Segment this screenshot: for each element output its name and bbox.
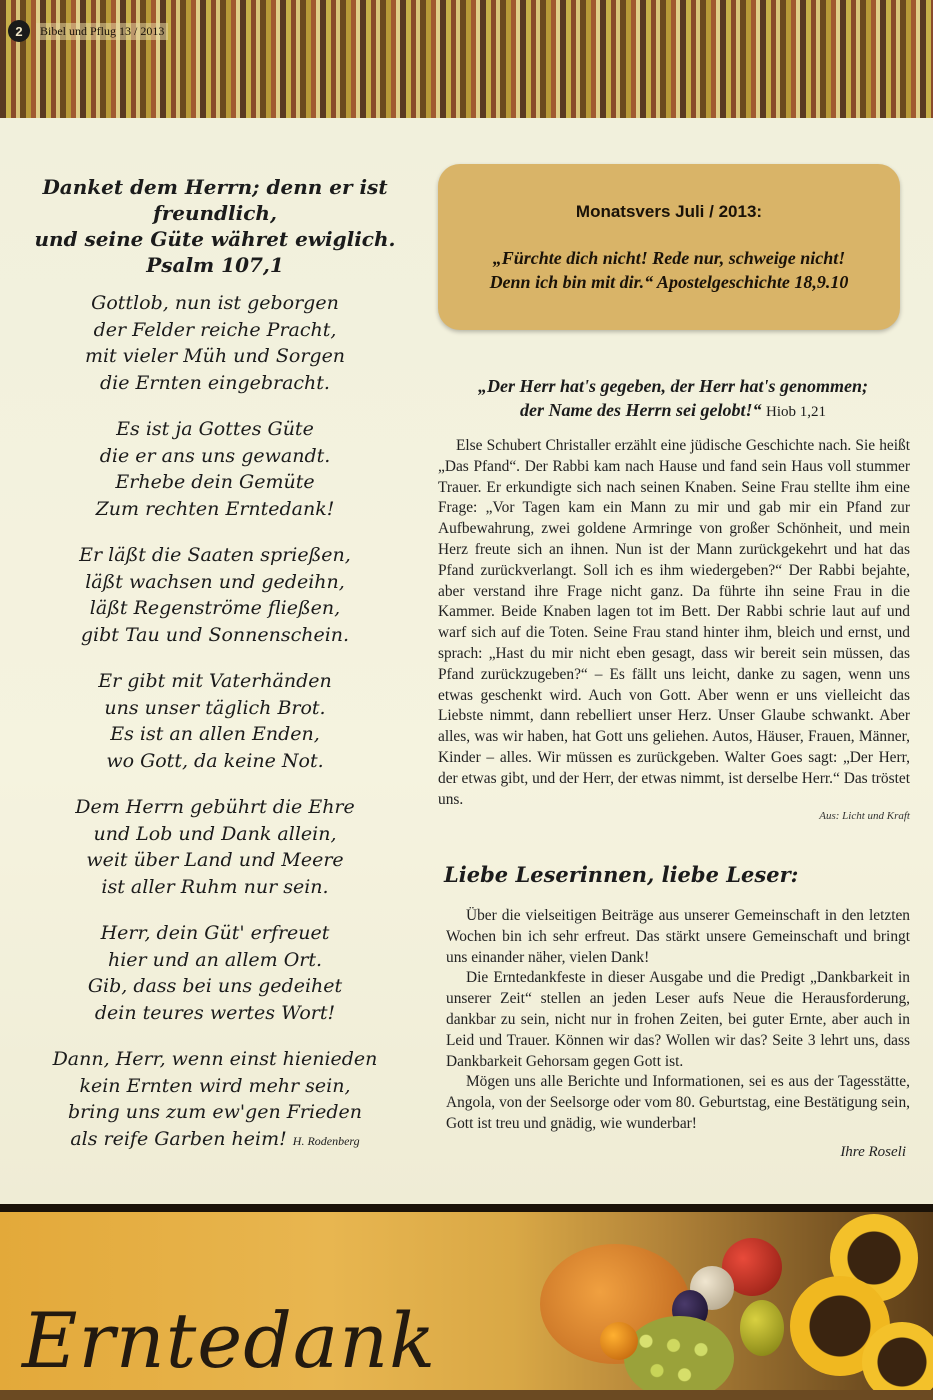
- psalm-heading-line: und seine Güte währet ewiglich.: [34, 227, 396, 251]
- poem-line-text: Erhebe dein Gemüte: [115, 471, 315, 493]
- banner-bottom-strip: [0, 1390, 933, 1400]
- poem-stanza: [0, 920, 430, 1026]
- poem-line: [0, 1000, 430, 1027]
- story-source: Aus: Licht und Kraft: [819, 810, 910, 822]
- poem-line: [0, 469, 430, 496]
- poem-stanza: [0, 794, 430, 900]
- poem-line-text: weit über Land und Meere: [86, 849, 344, 871]
- poem-line-text: die Ernten eingebracht.: [100, 371, 330, 394]
- poem-line-text: Er gibt mit Vaterhänden: [98, 670, 332, 692]
- poem-line: [0, 1046, 430, 1073]
- story-heading: [438, 374, 908, 422]
- poem-line: [0, 622, 430, 649]
- poem-line-text: der Felder reiche Pracht,: [93, 318, 337, 341]
- poem-line: [0, 874, 430, 901]
- poem-line-text: und Lob und Dank allein,: [93, 822, 337, 845]
- poem-stanza: [0, 416, 430, 522]
- psalm-reference: Psalm 107,1: [146, 253, 284, 277]
- reader-greeting-title: Liebe Leserinnen, liebe Leser:: [444, 862, 799, 887]
- poem-line: [0, 542, 430, 569]
- left-column: [0, 174, 430, 1150]
- poem-stanza: [0, 1046, 430, 1152]
- poem-line: [0, 290, 430, 317]
- psalm-heading: [0, 174, 430, 278]
- poem-line: [0, 569, 430, 596]
- poem-line-text: die er ans uns gewandt.: [99, 444, 331, 467]
- story-heading-line: [438, 398, 908, 422]
- poem-line-text: Herr, dein Güt' erfreuet: [100, 922, 330, 944]
- poem-line-text: ist aller Ruhm nur sein.: [101, 875, 329, 898]
- monatsvers-line: „Fürchte dich nicht! Rede nur, schweige nicht!: [492, 248, 846, 268]
- poem-line: [0, 370, 430, 397]
- striped-header-band: [0, 0, 933, 122]
- banner-title: Erntedank: [22, 1296, 437, 1385]
- poem-line-text: als reife Garben heim!: [70, 1127, 287, 1150]
- poem-line: [0, 973, 430, 1000]
- poem-line: [0, 1126, 430, 1153]
- poem-stanza: [0, 668, 430, 774]
- poem-line-text: Dann, Herr, wenn einst hienieden: [52, 1048, 378, 1070]
- poem-line-text: Dem Herrn gebührt die Ehre: [75, 796, 355, 818]
- poem-line-text: dein teures wertes Wort!: [94, 1001, 336, 1024]
- poem-line-text: bring uns zum ew'gen Frieden: [68, 1101, 362, 1123]
- poem-line-text: gibt Tau und Sonnenschein.: [80, 623, 350, 646]
- poem-line: [0, 920, 430, 947]
- poem-line: [0, 595, 430, 622]
- poem-line-text: Gib, dass bei uns gedeihet: [87, 975, 343, 997]
- poem-line: [0, 947, 430, 974]
- harvest-banner: [0, 1204, 933, 1400]
- monatsvers-title: Monatsvers Juli / 2013:: [575, 202, 763, 221]
- poem-line-text: Es ist ja Gottes Güte: [116, 418, 314, 440]
- poem-stanza: [0, 290, 430, 396]
- poem-line: [0, 443, 430, 470]
- grapes-icon: [624, 1316, 734, 1400]
- poem-author: H. Rodenberg: [292, 1133, 360, 1148]
- poem-line: [0, 343, 430, 370]
- pear-icon: [740, 1300, 784, 1356]
- orange-icon: [600, 1322, 638, 1360]
- page-number: 2: [8, 20, 30, 42]
- story-heading-line: „Der Herr hat's gegeben, der Herr hat's genommen;: [478, 376, 868, 396]
- poem-line-text: Er läßt die Saaten sprießen,: [79, 544, 351, 566]
- poem-line-text: hier und an allem Ort.: [107, 948, 323, 971]
- story-heading-text: der Name des Herrn sei gelobt!“: [520, 400, 762, 420]
- poem-line-text: Gottlob, nun ist geborgen: [91, 292, 339, 314]
- reader-paragraph: Über die vielseitigen Beiträge aus unserer Gemeinschaft in den letzten Wochen bin ich sehr erfreut. Das stärkt unsere Gemeinschaft und bringt uns einander näher, vielen Dank!: [446, 907, 910, 966]
- poem-line: [0, 695, 430, 722]
- poem-line: [0, 794, 430, 821]
- poem-line-text: uns unser täglich Brot.: [104, 696, 326, 719]
- poem-line: [0, 1073, 430, 1100]
- psalm-heading-line: Danket dem Herrn; denn er ist freundlich,: [42, 175, 388, 225]
- poem-stanza: [0, 542, 430, 648]
- sunflower-icon: [862, 1322, 933, 1400]
- monatsvers-line: Denn ich bin mit dir.“ Apostelgeschichte 18,9.10: [489, 272, 849, 292]
- poem-line: [0, 847, 430, 874]
- poem-line-text: läßt Regenströme fließen,: [89, 597, 341, 619]
- poem-line: [0, 721, 430, 748]
- poem-line-text: kein Ernten wird mehr sein,: [79, 1074, 351, 1097]
- poem: [0, 290, 430, 1152]
- monatsvers-quote: [438, 246, 900, 294]
- poem-line-text: läßt wachsen und gedeihn,: [85, 570, 345, 593]
- poem-line: [0, 1099, 430, 1126]
- reader-greeting-body: [446, 906, 910, 1135]
- poem-line: [0, 416, 430, 443]
- signature: Ihre Roseli: [840, 1144, 906, 1160]
- poem-line: [0, 317, 430, 344]
- poem-line-text: Zum rechten Erntedank!: [95, 497, 335, 520]
- reader-paragraph: Mögen uns alle Berichte und Informationen, sei es aus der Tagesstätte, Angola, von der Seelsorge oder vom 80. Geburtstag, eine Bestätigung sein, Gott ist treu und gnädig, wie wunderbar!: [446, 1073, 910, 1132]
- issue-label: Bibel und Pflug 13 / 2013: [36, 23, 168, 40]
- poem-line: [0, 496, 430, 523]
- reader-paragraph: Die Erntedankfeste in dieser Ausgabe und die Predigt „Dankbarkeit in unserer Zeit“ stellen an jeden Leser aufs Neue die Herausforderung, dankbar zu sein, nicht nur in frohen Zeiten, bei guter Ernte, aber auch in Leid und Trauer. Können wir das? Wollen wir das? Seite 3 lehrt uns, dass Dankbarkeit Gehorsam gegen Gott ist.: [446, 969, 910, 1070]
- page-header: [8, 20, 168, 42]
- poem-line-text: wo Gott, da keine Not.: [106, 749, 324, 772]
- poem-line: [0, 668, 430, 695]
- story-heading-reference: Hiob 1,21: [765, 404, 826, 420]
- poem-line: [0, 748, 430, 775]
- poem-line-text: mit vieler Müh und Sorgen: [84, 345, 346, 367]
- poem-line-text: Es ist an allen Enden,: [110, 723, 320, 745]
- story-body: Else Schubert Christaller erzählt eine jüdische Geschichte nach. Sie heißt „Das Pfand“. Der Rabbi kam nach Hause und fand sein Haus voll stummer Trauer. Er erkundigte sich nach seinen Knaben. Seine Frau stellte ihm eine Frage: „Vor Tagen kam ein Mann zu mir und gab mir ein Pfand zur Aufbewahrung, zwei goldene Armringe von großer Schönheit, und mein Herz freute sich an ihnen. Nun ist der Mann zurückgekehrt und hat das Pfand zurückverlangt. Soll ich es ihm wiedergeben?“ Der Rabbi bejahte, aber verstand ihre Frage nicht ganz. Da führte ihn seine Frau in die Kammer. Beide Knaben lagen tot im Bett. Der Rabbi schrie laut auf und warf sich auf die Toten. Seine Frau stand hinter ihm, bleich und ernst, und sprach: „Hast du mir nicht eben gesagt, dass wir bereit sein müssen, das Pfand zurückzugeben?“ – Es fällt uns leicht, danke zu sagen, wenn uns etwas geschenkt wird. Auch von Gott. Aber wenn er uns vielleicht das Liebste nimmt, dann rebelliert unser Herz. Unser Glaube schwankt. Aber alles, was wir haben, hat Gott uns geliehen. Autos, Häuser, Frauen, Männer, Kinder – alles. Wir müssen es zurückgeben. Walter Goes sagt: „Der Herr, der etwas gibt, und der Herr, der etwas nimmt, ist derselbe Herr.“ Das tröstet uns.: [438, 437, 910, 808]
- monatsvers-box: [438, 164, 900, 330]
- poem-line: [0, 821, 430, 848]
